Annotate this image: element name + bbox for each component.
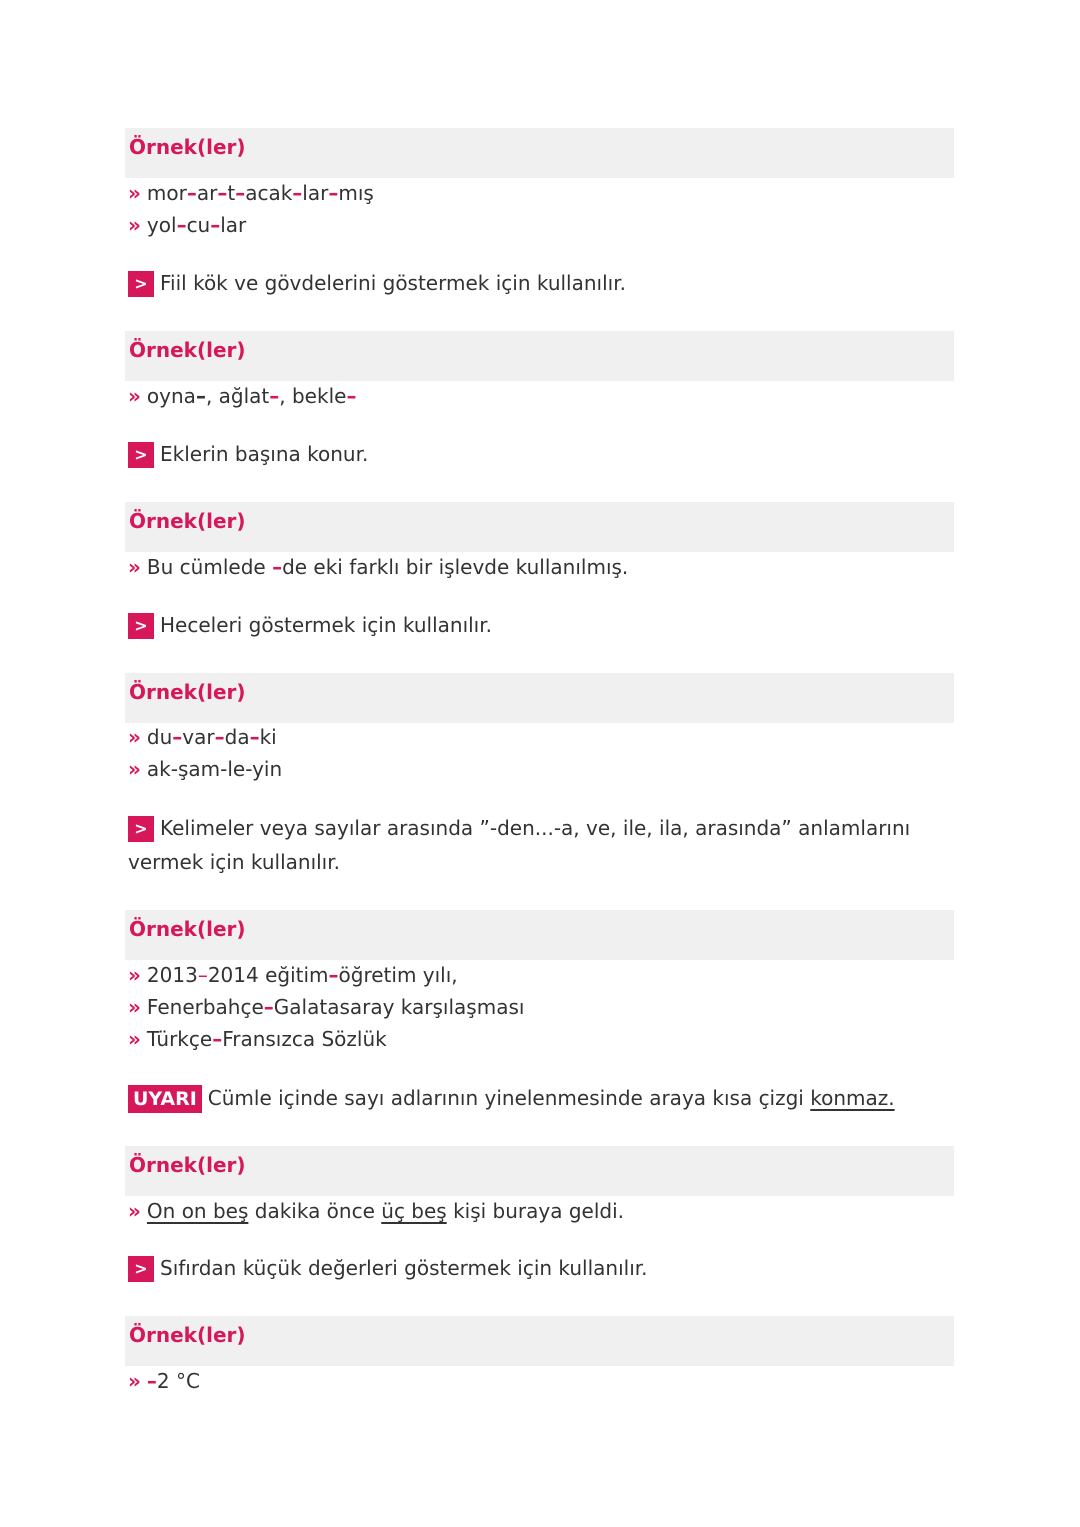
rule-text: > Eklerin başına konur.	[128, 437, 948, 471]
example-header	[125, 1146, 954, 1196]
bullet-icon: »	[128, 1199, 141, 1223]
bullet-icon: »	[128, 725, 141, 749]
example-title: Örnek(ler)	[129, 509, 246, 533]
example-line: » –2 °C	[128, 1369, 200, 1393]
example-title: Örnek(ler)	[129, 680, 246, 704]
example-line: » oyna–, ağlat–, bekle–	[128, 384, 357, 408]
example-line: » yol–cu–lar	[128, 213, 247, 237]
example-header	[125, 331, 954, 381]
example-title: Örnek(ler)	[129, 338, 246, 362]
example-line: » 2013–2014 eğitim–öğretim yılı,	[128, 963, 458, 987]
rule-text: > Heceleri göstermek için kullanılır.	[128, 608, 948, 642]
example-title: Örnek(ler)	[129, 1323, 246, 1347]
example-header	[125, 910, 954, 960]
chevron-right-icon: >	[128, 816, 154, 842]
bullet-icon: »	[128, 995, 141, 1019]
warning-text: UYARI Cümle içinde sayı adlarının yinelenmesinde araya kısa çizgi konmaz.	[128, 1081, 948, 1115]
chevron-right-icon: >	[128, 442, 154, 468]
example-header	[125, 1316, 954, 1366]
chevron-right-icon: >	[128, 613, 154, 639]
bullet-icon: »	[128, 213, 141, 237]
example-line: » On on beş dakika önce üç beş kişi buraya geldi.	[128, 1199, 625, 1223]
bullet-icon: »	[128, 1027, 141, 1051]
example-header	[125, 128, 954, 178]
bullet-icon: »	[128, 181, 141, 205]
bullet-icon: »	[128, 384, 141, 408]
example-header	[125, 502, 954, 552]
bullet-icon: »	[128, 1369, 141, 1393]
bullet-icon: »	[128, 555, 141, 579]
bullet-icon: »	[128, 757, 141, 781]
example-title: Örnek(ler)	[129, 135, 246, 159]
chevron-right-icon: >	[128, 1256, 154, 1282]
bullet-icon: »	[128, 963, 141, 987]
example-line: » Türkçe–Fransızca Sözlük	[128, 1027, 387, 1051]
rule-text: > Fiil kök ve gövdelerini göstermek için kullanılır.	[128, 266, 948, 300]
example-title: Örnek(ler)	[129, 917, 246, 941]
example-line: » Fenerbahçe–Galatasaray karşılaşması	[128, 995, 525, 1019]
example-line: » mor–ar–t–acak–lar–mış	[128, 181, 374, 205]
example-title: Örnek(ler)	[129, 1153, 246, 1177]
example-line: » du–var–da–ki	[128, 725, 277, 749]
example-line: » ak-şam-le-yin	[128, 757, 283, 781]
chevron-right-icon: >	[128, 271, 154, 297]
example-header	[125, 673, 954, 723]
rule-text: > Sıfırdan küçük değerleri göstermek için kullanılır.	[128, 1251, 948, 1285]
example-line: » Bu cümlede –de eki farklı bir işlevde kullanılmış.	[128, 555, 629, 579]
warning-badge: UYARI	[128, 1085, 202, 1113]
rule-text: > Kelimeler veya sayılar arasında ”-den...-a, ve, ile, ila, arasında” anlamlarını vermek için kullanılır.	[128, 816, 911, 874]
